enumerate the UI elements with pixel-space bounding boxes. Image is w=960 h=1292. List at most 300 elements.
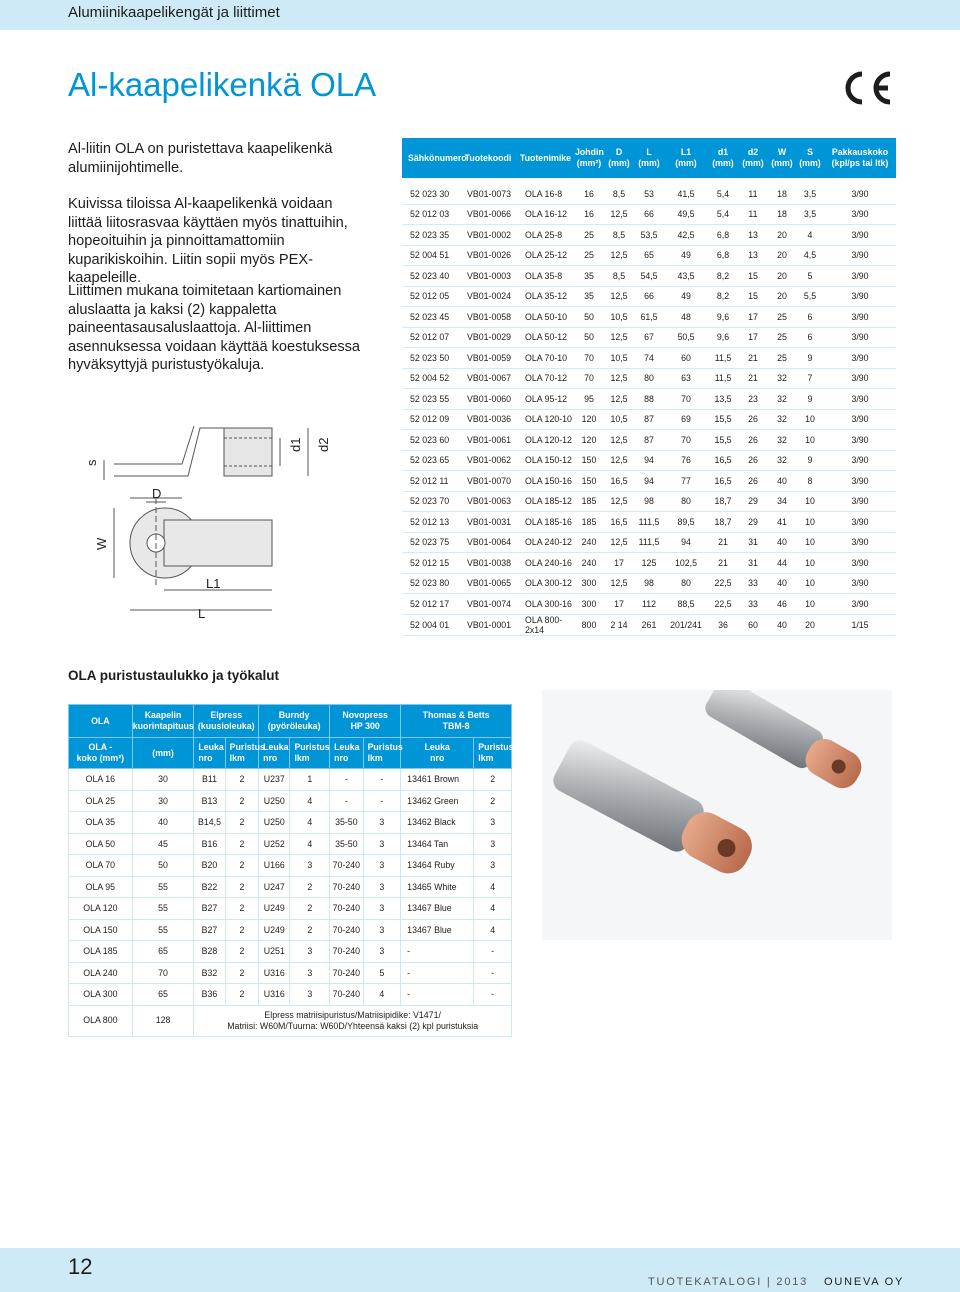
- spec-table-row: [402, 327, 896, 348]
- spec-cell: 8,5: [604, 184, 634, 204]
- spec-cell: 33: [738, 573, 768, 594]
- spec-cell: OLA 300-16: [517, 594, 574, 615]
- spec-cell: 9,6: [708, 327, 738, 348]
- press-cell: -: [363, 769, 401, 791]
- spec-cell: 3/90: [824, 286, 896, 307]
- dim-label-d2: d2: [316, 437, 331, 452]
- spec-cell: 4: [796, 225, 824, 246]
- spec-cell: 3/90: [824, 368, 896, 389]
- spec-cell: 15,5: [708, 430, 738, 451]
- spec-cell: 125: [634, 553, 664, 574]
- spec-header-cell: d1 (mm): [708, 138, 738, 178]
- spec-cell: 17: [738, 307, 768, 328]
- spec-cell: OLA 25-12: [517, 245, 574, 266]
- spec-cell: 3/90: [824, 245, 896, 266]
- header-ola-size: OLA - koko (mm²): [69, 738, 133, 769]
- spec-cell: 3/90: [824, 450, 896, 471]
- press-cell: OLA 16: [69, 769, 133, 791]
- spec-cell: VB01-0062: [459, 450, 517, 471]
- product-photo-cable-lugs: [542, 690, 892, 940]
- spec-cell: 43,5: [664, 266, 708, 287]
- spec-cell: 52 023 80: [402, 573, 459, 594]
- ce-mark-icon: [838, 68, 894, 108]
- spec-cell: 16,5: [708, 450, 738, 471]
- spec-cell: 80: [634, 368, 664, 389]
- press-table-row: [69, 769, 512, 791]
- spec-cell: 3/90: [824, 471, 896, 492]
- spec-cell: 300: [574, 594, 604, 615]
- spec-cell: 3,5: [796, 184, 824, 204]
- spec-cell: OLA 50-10: [517, 307, 574, 328]
- press-cell: 4: [363, 984, 401, 1006]
- press-cell: 13467 Blue: [401, 919, 474, 941]
- spec-header-cell: L1 (mm): [664, 138, 708, 178]
- header-elpress: Elpress (kuusioleuka): [194, 705, 259, 738]
- spec-cell: 150: [574, 471, 604, 492]
- spec-cell: VB01-0029: [459, 327, 517, 348]
- spec-cell: VB01-0003: [459, 266, 517, 287]
- dim-label-L1: L1: [206, 576, 221, 591]
- spec-cell: 40: [768, 532, 796, 553]
- press-cell: U247: [259, 876, 290, 898]
- spec-cell: 3/90: [824, 348, 896, 369]
- spec-cell: 52 012 03: [402, 204, 459, 225]
- press-cell: 40: [132, 812, 194, 834]
- press-cell: 4: [474, 898, 512, 920]
- spec-cell: 15: [738, 286, 768, 307]
- press-cell: 2: [225, 941, 258, 963]
- press-cell: -: [363, 790, 401, 812]
- press-cell: B27: [194, 919, 225, 941]
- spec-cell: 17: [738, 327, 768, 348]
- press-cell: B20: [194, 855, 225, 877]
- spec-cell: 8,2: [708, 266, 738, 287]
- spec-cell: 32: [768, 409, 796, 430]
- spec-cell: 49,5: [664, 204, 708, 225]
- spec-cell: 120: [574, 409, 604, 430]
- spec-cell: 44: [768, 553, 796, 574]
- spec-cell: 66: [634, 286, 664, 307]
- spec-cell: VB01-0067: [459, 368, 517, 389]
- spec-cell: 10: [796, 553, 824, 574]
- dim-label-D: D: [152, 486, 162, 501]
- press-cell: 2: [225, 790, 258, 812]
- spec-cell: 11: [738, 184, 768, 204]
- press-cell: B27: [194, 898, 225, 920]
- spec-cell: 52 012 15: [402, 553, 459, 574]
- spec-table-row: [402, 512, 896, 533]
- press-cell: 2: [290, 876, 330, 898]
- spec-cell: OLA 300-12: [517, 573, 574, 594]
- press-cell: 2: [225, 855, 258, 877]
- press-table-row: [69, 876, 512, 898]
- spec-cell: 10: [796, 532, 824, 553]
- spec-cell: 70: [664, 389, 708, 410]
- dim-label-W: W: [94, 537, 109, 550]
- spec-cell: 77: [664, 471, 708, 492]
- press-cell: 65: [132, 984, 194, 1006]
- spec-cell: VB01-0036: [459, 409, 517, 430]
- spec-cell: VB01-0065: [459, 573, 517, 594]
- spec-header-cell: Pakkauskoko (kpl/ps tai ltk): [824, 138, 896, 178]
- spec-cell: 3/90: [824, 553, 896, 574]
- header-novopress-puristus: Puristus lkm: [363, 738, 401, 769]
- press-cell: B32: [194, 962, 225, 984]
- spec-cell: 18: [768, 184, 796, 204]
- press-table-row: [69, 855, 512, 877]
- spec-cell: 52 023 75: [402, 532, 459, 553]
- press-cell: B28: [194, 941, 225, 963]
- spec-cell: 150: [574, 450, 604, 471]
- press-cell: U250: [259, 790, 290, 812]
- spec-cell: 52 023 50: [402, 348, 459, 369]
- intro-paragraph-2: Kuivissa tiloissa Al-kaapelikenkä voidaan liittää liitosrasvaa käyttäen myös tinattuihin, hopeoituihin ja pinnoittamattomiin kuparikiskoihin. Liitin sopii myös PEX-kaapeleille.: [68, 196, 348, 286]
- spec-cell: 22,5: [708, 573, 738, 594]
- spec-cell: VB01-0001: [459, 614, 517, 635]
- spec-cell: 13: [738, 225, 768, 246]
- spec-cell: 10,5: [604, 409, 634, 430]
- spec-cell: 31: [738, 532, 768, 553]
- spec-cell: 9: [796, 348, 824, 369]
- spec-table-row: [402, 266, 896, 287]
- press-cell: 35-50: [330, 833, 363, 855]
- spec-cell: 11,5: [708, 348, 738, 369]
- spec-cell: 88,5: [664, 594, 708, 615]
- press-table-row: [69, 984, 512, 1006]
- spec-cell: 20: [768, 266, 796, 287]
- press-cell: OLA 300: [69, 984, 133, 1006]
- spec-cell: 35: [574, 266, 604, 287]
- press-cell: U316: [259, 962, 290, 984]
- header-elpress-leuka: Leuka nro: [194, 738, 225, 769]
- spec-cell: 9: [796, 389, 824, 410]
- press-cell: 70-240: [330, 941, 363, 963]
- spec-cell: 48: [664, 307, 708, 328]
- spec-cell: 3/90: [824, 204, 896, 225]
- spec-cell: 70: [664, 430, 708, 451]
- spec-header-cell: W (mm): [768, 138, 796, 178]
- spec-cell: 35: [574, 286, 604, 307]
- spec-cell: 50: [574, 327, 604, 348]
- spec-cell: 49: [664, 286, 708, 307]
- spec-cell: 3/90: [824, 430, 896, 451]
- header-burndy-puristus: Puristus lkm: [290, 738, 330, 769]
- spec-cell: VB01-0060: [459, 389, 517, 410]
- spec-cell: VB01-0026: [459, 245, 517, 266]
- spec-cell: 10: [796, 430, 824, 451]
- spec-cell: 15,5: [708, 409, 738, 430]
- spec-cell: 52 012 05: [402, 286, 459, 307]
- spec-header-cell: d2 (mm): [738, 138, 768, 178]
- spec-cell: 3/90: [824, 573, 896, 594]
- spec-header-cell: Tuotekoodi: [459, 138, 517, 178]
- press-cell-mm: 128: [132, 1005, 194, 1036]
- spec-cell: 11,5: [708, 368, 738, 389]
- press-cell: 1: [290, 769, 330, 791]
- spec-cell: OLA 35-12: [517, 286, 574, 307]
- footer-catalog: TUOTEKATALOGI | 2013: [648, 1276, 809, 1288]
- spec-cell: 261: [634, 614, 664, 635]
- spec-table-header: [402, 138, 896, 178]
- press-cell: 4: [474, 919, 512, 941]
- spec-cell: 70: [574, 348, 604, 369]
- press-cell: B13: [194, 790, 225, 812]
- spec-cell: OLA 150-16: [517, 471, 574, 492]
- spec-cell: 3/90: [824, 307, 896, 328]
- section-title: Alumiinikaapelikengät ja liittimet: [68, 4, 280, 21]
- spec-cell: OLA 240-12: [517, 532, 574, 553]
- spec-cell: 26: [738, 430, 768, 451]
- spec-cell: 111,5: [634, 532, 664, 553]
- spec-cell: 16,5: [604, 471, 634, 492]
- spec-cell: 76: [664, 450, 708, 471]
- press-cell: 3: [363, 855, 401, 877]
- press-note: Elpress matriisipuristus/Matriisipidike: V1471/ Matriisi: W60M/Tuurna: W60D/Yhteensä kaksi (2) kpl puristuksia: [194, 1005, 512, 1036]
- press-table-title: OLA puristustaulukko ja työkalut: [68, 668, 280, 683]
- spec-cell: 52 023 30: [402, 184, 459, 204]
- spec-cell: 52 012 07: [402, 327, 459, 348]
- press-cell: 55: [132, 876, 194, 898]
- spec-cell: 52 023 70: [402, 491, 459, 512]
- header-novopress-leuka: Leuka nro: [330, 738, 363, 769]
- spec-cell: 22,5: [708, 594, 738, 615]
- press-cell: 3: [363, 898, 401, 920]
- spec-table: [402, 138, 896, 636]
- spec-cell: VB01-0002: [459, 225, 517, 246]
- spec-cell: 10: [796, 573, 824, 594]
- spec-cell: OLA 16-8: [517, 184, 574, 204]
- press-cell: OLA 70: [69, 855, 133, 877]
- spec-cell: OLA 120-12: [517, 430, 574, 451]
- spec-cell: 74: [634, 348, 664, 369]
- spec-cell: 66: [634, 204, 664, 225]
- spec-cell: 34: [768, 491, 796, 512]
- spec-cell: 21: [708, 553, 738, 574]
- press-cell: -: [474, 962, 512, 984]
- spec-cell: 5,4: [708, 184, 738, 204]
- spec-cell: 52 023 65: [402, 450, 459, 471]
- spec-cell: 53: [634, 184, 664, 204]
- spec-cell: 40: [768, 471, 796, 492]
- spec-cell: VB01-0073: [459, 184, 517, 204]
- header-thomas-leuka: Leuka nro: [401, 738, 474, 769]
- spec-cell: OLA 120-10: [517, 409, 574, 430]
- spec-cell: OLA 185-16: [517, 512, 574, 533]
- press-cell: 2: [225, 962, 258, 984]
- spec-cell: 3/90: [824, 184, 896, 204]
- spec-cell: 3/90: [824, 491, 896, 512]
- press-table-body: [69, 769, 512, 1006]
- spec-cell: 2 14: [604, 614, 634, 635]
- spec-table-row: [402, 348, 896, 369]
- spec-cell: 3/90: [824, 532, 896, 553]
- press-cell: 70-240: [330, 855, 363, 877]
- press-cell: 3: [474, 833, 512, 855]
- spec-cell: 23: [738, 389, 768, 410]
- spec-header-cell: Sähkönumero: [402, 138, 459, 178]
- press-cell: 13464 Ruby: [401, 855, 474, 877]
- press-cell: U252: [259, 833, 290, 855]
- press-cell: OLA 185: [69, 941, 133, 963]
- spec-cell: 40: [768, 614, 796, 635]
- spec-cell: 800: [574, 614, 604, 635]
- spec-table-row: [402, 532, 896, 553]
- press-cell: 2: [290, 898, 330, 920]
- spec-cell: 63: [664, 368, 708, 389]
- intro-paragraph-3: Liittimen mukana toimitetaan kartiomainen aluslaatta ja kaksi (2) kappaletta paineentasausaluslaattoja. Al-liittimen asennuksessa voidaan käyttää koestuksessa hyväksyttyjä puristustyökaluja.: [68, 283, 361, 373]
- press-cell: -: [330, 790, 363, 812]
- spec-cell: 12,5: [604, 430, 634, 451]
- header-burndy: Burndy (pyöröleuka): [259, 705, 330, 738]
- spec-cell: 52 012 17: [402, 594, 459, 615]
- spec-cell: 52 004 01: [402, 614, 459, 635]
- spec-cell: 94: [634, 450, 664, 471]
- spec-cell: 52 023 60: [402, 430, 459, 451]
- spec-cell: VB01-0063: [459, 491, 517, 512]
- spec-cell: 3/90: [824, 512, 896, 533]
- spec-table-row: [402, 389, 896, 410]
- spec-cell: 10: [796, 512, 824, 533]
- spec-cell: 240: [574, 532, 604, 553]
- spec-cell: 50: [574, 307, 604, 328]
- footer-band: [0, 1248, 960, 1292]
- spec-cell: 89,5: [664, 512, 708, 533]
- press-cell: 3: [290, 855, 330, 877]
- spec-cell: 21: [708, 532, 738, 553]
- spec-cell: 16: [574, 184, 604, 204]
- spec-cell: 12,5: [604, 573, 634, 594]
- press-cell: U237: [259, 769, 290, 791]
- spec-cell: 3/90: [824, 409, 896, 430]
- spec-cell: VB01-0066: [459, 204, 517, 225]
- spec-cell: 52 023 45: [402, 307, 459, 328]
- spec-cell: 46: [768, 594, 796, 615]
- spec-cell: VB01-0074: [459, 594, 517, 615]
- spec-table-row: [402, 245, 896, 266]
- spec-cell: 36: [708, 614, 738, 635]
- spec-cell: OLA 240-16: [517, 553, 574, 574]
- spec-cell: 50,5: [664, 327, 708, 348]
- spec-table-row: [402, 594, 896, 615]
- spec-cell: 98: [634, 491, 664, 512]
- press-cell: 2: [225, 812, 258, 834]
- press-cell: 35-50: [330, 812, 363, 834]
- spec-cell: 87: [634, 430, 664, 451]
- press-cell: U251: [259, 941, 290, 963]
- press-cell: 3: [363, 876, 401, 898]
- lug-dimension-diagram: [84, 418, 356, 626]
- press-cell: 3: [363, 941, 401, 963]
- spec-cell: 26: [738, 450, 768, 471]
- press-cell: B16: [194, 833, 225, 855]
- dim-label-d1: d1: [288, 437, 303, 452]
- spec-cell: 69: [664, 409, 708, 430]
- spec-cell: 12,5: [604, 532, 634, 553]
- press-cell: U166: [259, 855, 290, 877]
- spec-cell: 9: [796, 450, 824, 471]
- spec-cell: 26: [738, 471, 768, 492]
- spec-cell: 40: [768, 573, 796, 594]
- spec-cell: 41: [768, 512, 796, 533]
- footer-company: OUNEVA OY: [824, 1276, 905, 1288]
- press-table-row-ola-800: [69, 1005, 512, 1036]
- press-cell: 2: [225, 919, 258, 941]
- spec-cell: 80: [664, 573, 708, 594]
- spec-table-row: [402, 368, 896, 389]
- spec-table-row: [402, 184, 896, 204]
- spec-cell: 102,5: [664, 553, 708, 574]
- spec-cell: 65: [634, 245, 664, 266]
- header-mm: (mm): [132, 738, 194, 769]
- spec-cell: 41,5: [664, 184, 708, 204]
- header-elpress-puristus: Puristus lkm: [225, 738, 258, 769]
- press-cell: -: [401, 962, 474, 984]
- press-cell: 30: [132, 790, 194, 812]
- press-cell: 2: [225, 833, 258, 855]
- page-number: 12: [68, 1254, 93, 1279]
- spec-cell: 67: [634, 327, 664, 348]
- spec-cell: 111,5: [634, 512, 664, 533]
- spec-cell: 6,8: [708, 225, 738, 246]
- press-table-row: [69, 812, 512, 834]
- spec-cell: 13: [738, 245, 768, 266]
- press-cell: U249: [259, 898, 290, 920]
- spec-cell: 3/90: [824, 389, 896, 410]
- spec-cell: 6,8: [708, 245, 738, 266]
- spec-cell: 88: [634, 389, 664, 410]
- press-cell: 13462 Green: [401, 790, 474, 812]
- press-cell: -: [401, 941, 474, 963]
- spec-cell: 12,5: [604, 491, 634, 512]
- spec-cell: 21: [738, 368, 768, 389]
- spec-cell: 52 004 51: [402, 245, 459, 266]
- spec-cell: 94: [634, 471, 664, 492]
- spec-cell: OLA 95-12: [517, 389, 574, 410]
- spec-header-cell: Tuotenimike: [517, 138, 574, 178]
- press-cell: 3: [290, 941, 330, 963]
- spec-cell: OLA 70-10: [517, 348, 574, 369]
- spec-cell: 5,5: [796, 286, 824, 307]
- spec-cell: 98: [634, 573, 664, 594]
- press-cell: 3: [290, 984, 330, 1006]
- spec-cell: 120: [574, 430, 604, 451]
- spec-cell: 20: [768, 245, 796, 266]
- spec-cell: 8,5: [604, 225, 634, 246]
- header-thomas-betts: Thomas & Betts TBM-8: [401, 705, 512, 738]
- spec-header-cell: S (mm): [796, 138, 824, 178]
- spec-cell: 29: [738, 512, 768, 533]
- press-cell: 70-240: [330, 898, 363, 920]
- spec-cell: 20: [768, 225, 796, 246]
- intro-paragraph-1: Al-liitin OLA on puristettava kaapelikenkä alumiinijohtimelle.: [68, 141, 333, 176]
- spec-cell: 52 012 09: [402, 409, 459, 430]
- spec-cell: 25: [768, 327, 796, 348]
- spec-cell: 29: [738, 491, 768, 512]
- press-cell: 3: [290, 962, 330, 984]
- spec-cell: 185: [574, 512, 604, 533]
- spec-cell: 5,4: [708, 204, 738, 225]
- spec-cell: 52 012 13: [402, 512, 459, 533]
- spec-cell: VB01-0058: [459, 307, 517, 328]
- spec-cell: 12,5: [604, 327, 634, 348]
- spec-cell: 80: [664, 491, 708, 512]
- spec-cell: 49: [664, 245, 708, 266]
- spec-table-row: [402, 286, 896, 307]
- spec-cell: 8,2: [708, 286, 738, 307]
- spec-table-row: [402, 225, 896, 246]
- spec-cell: 12,5: [604, 286, 634, 307]
- spec-cell: VB01-0064: [459, 532, 517, 553]
